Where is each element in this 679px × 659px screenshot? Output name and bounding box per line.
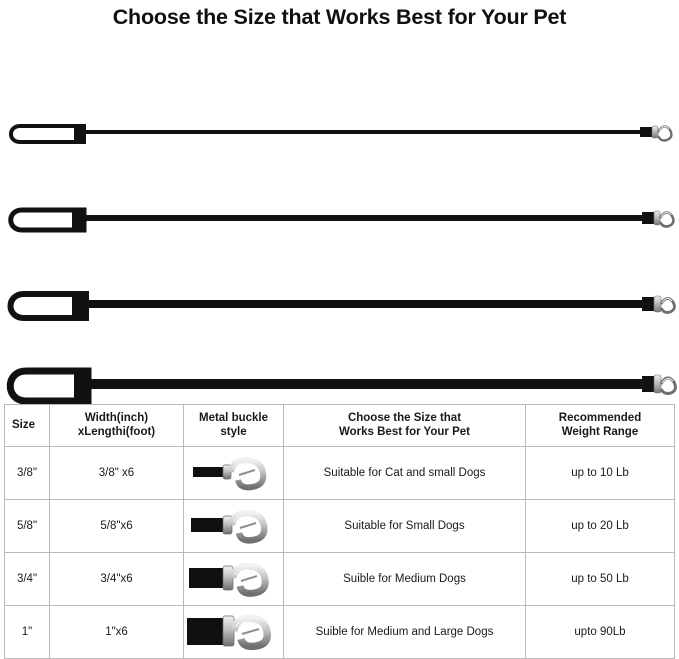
header-width-line1: Width(inch) [84,412,149,424]
cell-buckle [184,499,284,552]
cell-buckle [184,552,284,605]
cell-size: 5/8" [5,499,50,552]
header-choose-line2: Works Best for Your Pet [338,426,470,439]
header-buckle-line1: Metal buckle [198,412,269,424]
cell-weight: up to 50 Lb [526,552,675,605]
header-weight-line1: Recommended [558,412,642,424]
snap-hook-icon [187,610,287,654]
cell-recommendation: Suitable for Cat and small Dogs [284,446,526,499]
table-row [5,605,675,658]
leash-illustration-3-8 [0,102,679,162]
header-weight-range [526,405,675,447]
cell-width-length: 3/8" x6 [50,446,184,499]
header-size: Size [5,405,50,447]
snap-hook-icon [187,557,287,601]
cell-weight: upto 90Lb [526,605,675,658]
cell-recommendation: Suible for Medium and Large Dogs [284,605,526,658]
cell-buckle [184,446,284,499]
snap-hook-icon [187,451,287,495]
header-buckle-line2: style [220,426,247,439]
table-row [5,446,675,499]
leash-illustration-3-4 [0,274,679,334]
cell-width-length: 5/8"x6 [50,499,184,552]
cell-recommendation: Suitable for Small Dogs [284,499,526,552]
snap-hook-icon [187,504,287,548]
leash-illustrations [0,40,679,340]
page-title: Choose the Size that Works Best for Your Pet [112,5,567,29]
header-choose-size [284,405,526,447]
table-row [5,552,675,605]
cell-width-length: 1"x6 [50,605,184,658]
cell-recommendation: Suible for Medium Dogs [284,552,526,605]
cell-weight: up to 10 Lb [526,446,675,499]
cell-width-length: 3/4"x6 [50,552,184,605]
header-width-length [50,405,184,447]
header-width-line2: xLengthi(foot) [77,426,156,439]
cell-size: 3/4" [5,552,50,605]
cell-weight: up to 20 Lb [526,499,675,552]
table-row [5,499,675,552]
table-header-row [5,405,675,447]
leash-illustration-5-8 [0,188,679,248]
size-table [4,404,675,659]
cell-size: 3/8" [5,446,50,499]
header-weight-line2: Weight Range [561,426,639,439]
header-choose-line1: Choose the Size that [347,412,462,424]
header-buckle-style [184,405,284,447]
size-table-container [4,404,674,659]
cell-buckle [184,605,284,658]
cell-size: 1" [5,605,50,658]
